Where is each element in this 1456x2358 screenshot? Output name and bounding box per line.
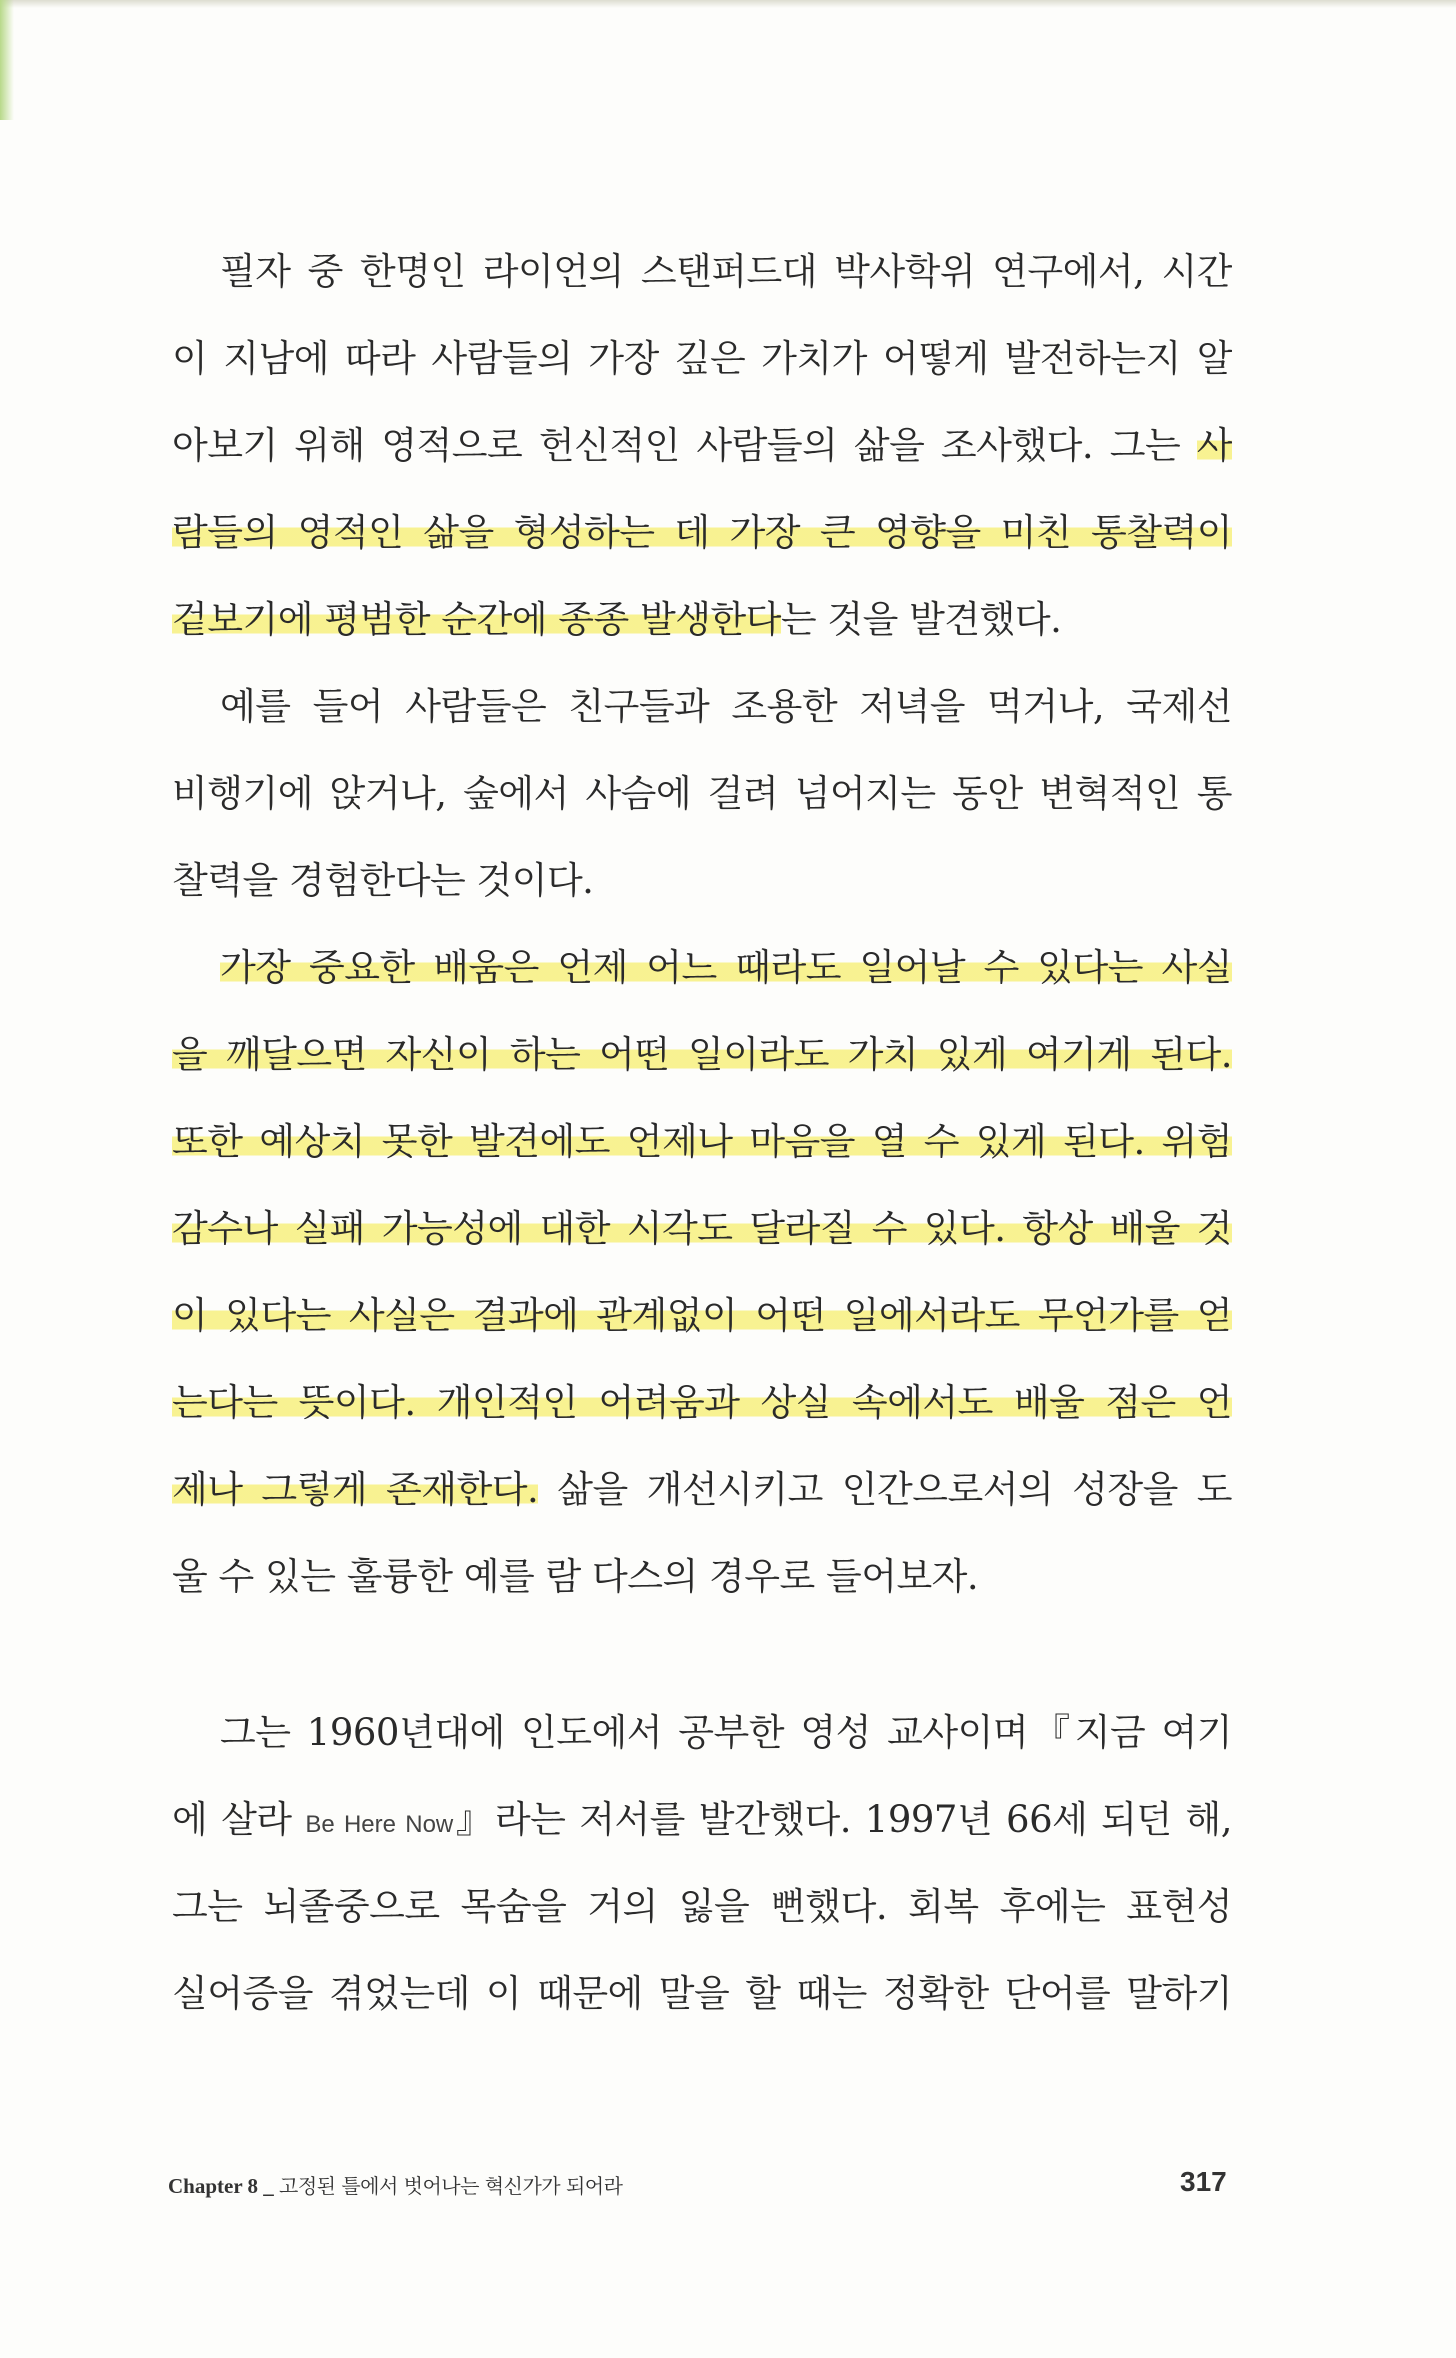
text-line [172,402,1232,489]
text-span: 삶을 개선시키고 인간으로서의 성장을 도 [538,1468,1232,1511]
text-line [172,1098,1232,1185]
text-span: 예를 들어 사람들은 친구들과 조용한 저녁을 먹거나, 국제선 [220,685,1232,728]
text-span: 비행기에 앉거나, 숲에서 사슴에 걸려 넘어지는 동안 변혁적인 통 [172,772,1232,815]
text-line [172,750,1232,837]
chapter-label: Chapter 8 [168,2174,259,2198]
body-text-upper [172,228,1232,1620]
scan-edge-top [0,0,1456,8]
text-span: 는 것을 발견했다. [780,598,1062,641]
text-span: 울 수 있는 훌륭한 예를 람 다스의 경우로 들어보자. [172,1555,979,1598]
text-line [172,489,1232,576]
text-span: 이 지남에 따라 사람들의 가장 깊은 가치가 어떻게 발전하는지 알 [172,337,1232,380]
text-line [172,1446,1232,1533]
highlighted-text: 또한 예상치 못한 발견에도 언제나 마음을 열 수 있게 된다. 위험 [172,1120,1232,1163]
text-line [172,1689,1232,1776]
body-text-lower [172,1689,1232,2037]
text-span: 그는 1960년대에 인도에서 공부한 영성 교사이며『지금 여기 [220,1711,1232,1754]
highlighted-text: 사 [1196,424,1232,467]
text-span: 그는 뇌졸중으로 목숨을 거의 잃을 뻔했다. 회복 후에는 표현성 [172,1885,1232,1928]
text-line [172,663,1232,750]
running-footer [168,2170,622,2199]
text-line [172,1011,1232,1098]
scan-edge-left [0,0,14,120]
text-span: 에 살라 [172,1798,306,1841]
chapter-title: 고정된 틀에서 벗어나는 혁신가가 되어라 [279,2174,623,2198]
text-line [172,1533,1232,1620]
text-line [172,576,1232,663]
highlighted-text: 이 있다는 사실은 결과에 관계없이 어떤 일에서라도 무언가를 얻 [172,1294,1232,1337]
text-line [172,1950,1232,2037]
text-line [172,1863,1232,1950]
text-line [172,315,1232,402]
english-title: Be Here Now [305,1811,454,1838]
page-number: 317 [1180,2166,1227,2197]
text-line [172,228,1232,315]
text-line [172,837,1232,924]
footer-separator: _ [258,2174,280,2198]
highlighted-text: 겉보기에 평범한 순간에 종종 발생한다 [172,598,781,641]
text-line [172,1272,1232,1359]
text-span: 필자 중 한명인 라이언의 스탠퍼드대 박사학위 연구에서, 시간 [220,250,1232,293]
text-line [172,1776,1232,1863]
text-line [172,924,1232,1011]
text-line [172,1185,1232,1272]
highlighted-text: 감수나 실패 가능성에 대한 시각도 달라질 수 있다. 항상 배울 것 [172,1207,1232,1250]
highlighted-text: 는다는 뜻이다. 개인적인 어려움과 상실 속에서도 배울 점은 언 [172,1381,1232,1424]
text-span: 찰력을 경험한다는 것이다. [172,859,594,902]
highlighted-text: 가장 중요한 배움은 언제 어느 때라도 일어날 수 있다는 사실 [220,946,1232,989]
text-span: 실어증을 겪었는데 이 때문에 말을 할 때는 정확한 단어를 말하기 [172,1972,1232,2015]
highlighted-text: 람들의 영적인 삶을 형성하는 데 가장 큰 영향을 미친 통찰력이 [172,511,1232,554]
highlighted-text: 제나 그렇게 존재한다. [172,1468,539,1511]
text-span: 아보기 위해 영적으로 헌신적인 사람들의 삶을 조사했다. 그는 [172,424,1197,467]
text-line [172,1359,1232,1446]
text-span: 』라는 저서를 발간했다. 1997년 66세 되던 해, [453,1798,1232,1841]
highlighted-text: 을 깨달으면 자신이 하는 어떤 일이라도 가치 있게 여기게 된다. [172,1033,1232,1076]
